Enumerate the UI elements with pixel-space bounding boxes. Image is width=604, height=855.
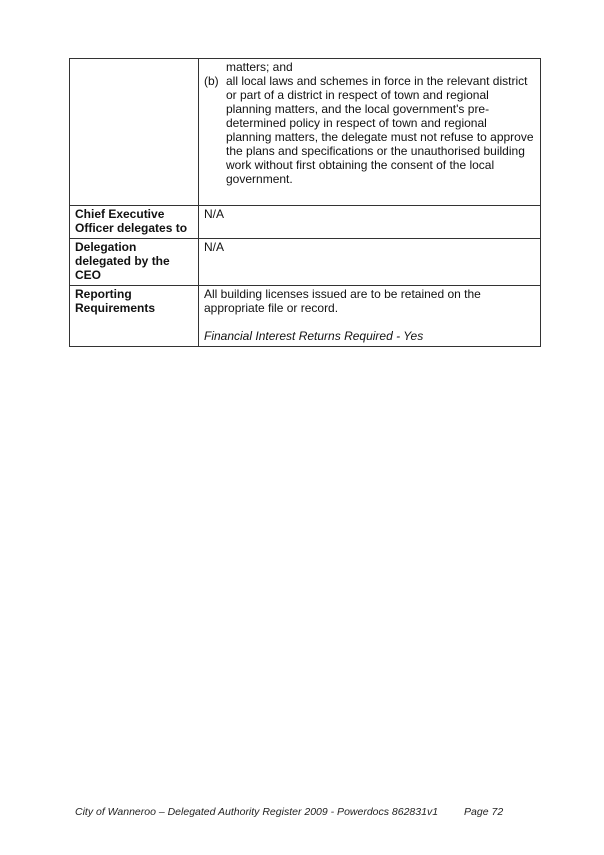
row-value-delegation: N/A bbox=[199, 239, 541, 286]
continued-text: matters; and bbox=[226, 60, 293, 74]
financial-interest-text: Financial Interest Returns Required - Yes bbox=[204, 329, 424, 343]
row-label-reporting: Reporting Requirements bbox=[70, 286, 199, 347]
row-label-delegation: Delegation delegated by the CEO bbox=[70, 239, 199, 286]
table-row bbox=[70, 206, 541, 239]
empty-label-cell bbox=[70, 59, 199, 206]
row-value-ceo-delegates: N/A bbox=[199, 206, 541, 239]
delegation-table bbox=[69, 58, 541, 347]
row-value-reporting bbox=[199, 286, 541, 347]
page-footer bbox=[75, 806, 503, 818]
conditions-cell bbox=[199, 59, 541, 206]
table-row bbox=[70, 59, 541, 206]
item-text: all local laws and schemes in force in the relevant district or part of a district in respect of town and regional planning matters, and the local government's pre-determined policy in respect of town and regional planning matters, the delegate must not refuse to approve the plans and specifications or the unauthorised building work without first obtaining the consent of the local government. bbox=[226, 74, 534, 186]
item-marker: (b) bbox=[204, 74, 219, 88]
page-number: Page 72 bbox=[464, 806, 504, 818]
condition-item-b bbox=[204, 74, 535, 186]
table-row bbox=[70, 239, 541, 286]
table-row bbox=[70, 286, 541, 347]
footer-text: City of Wanneroo – Delegated Authority Register 2009 - Powerdocs 862831v1 bbox=[75, 806, 439, 818]
row-label-ceo-delegates: Chief Executive Officer delegates to bbox=[70, 206, 199, 239]
reporting-text: All building licenses issued are to be retained on the appropriate file or record. bbox=[204, 287, 481, 315]
